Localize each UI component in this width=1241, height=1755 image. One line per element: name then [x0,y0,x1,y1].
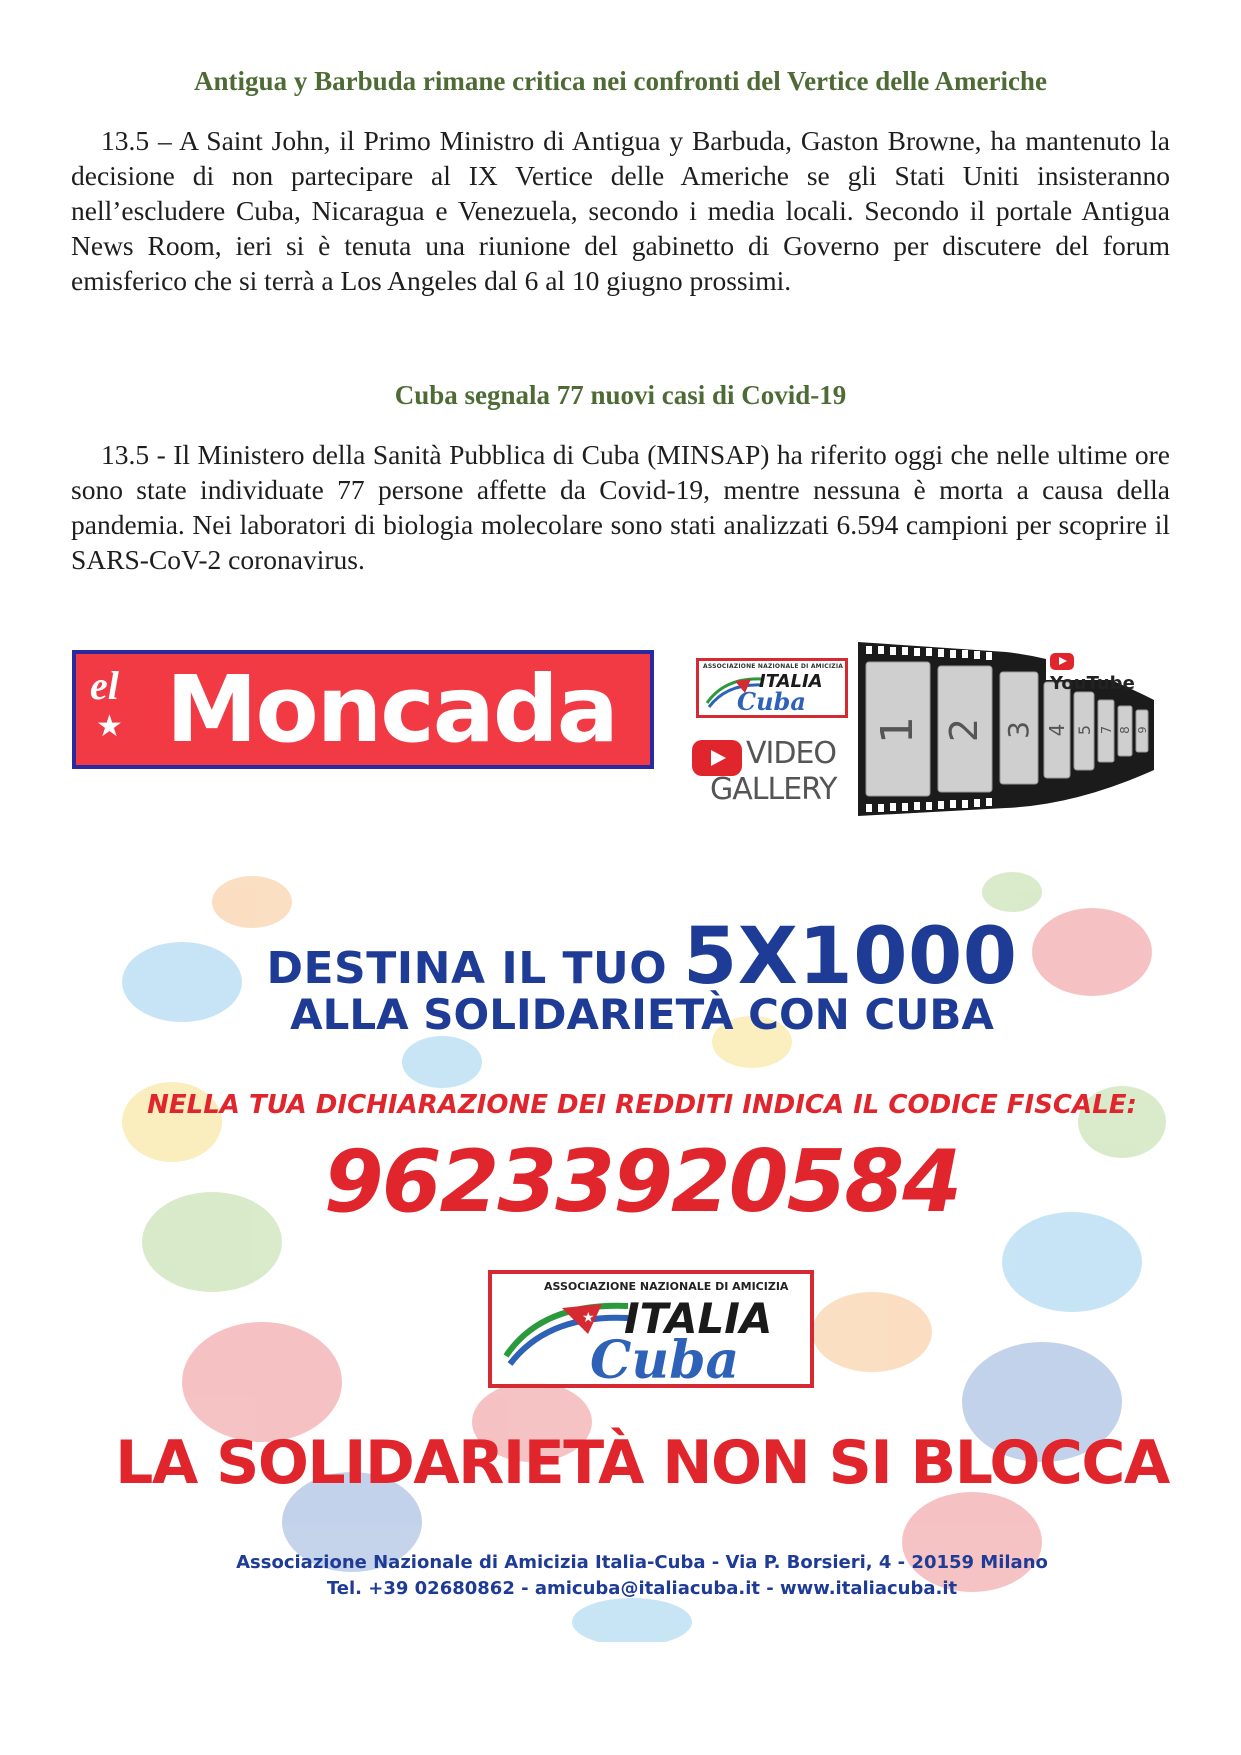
poster-logo-assoc-text: ASSOCIAZIONE NAZIONALE DI AMICIZIA [544,1280,789,1293]
article-1-body: 13.5 – A Saint John, il Primo Ministro di Antigua y Barbuda, Gaston Browne, ha mantenuto la decisione di non partecipare al IX Vertice delle Americhe se gli Stati Uniti insisteranno nell’escludere Cuba, Nicaragua e Venezuela, secondo i media locali. Secondo il portale Antigua News Room, ieri si è tenuta una riunione del gabinetto di Governo per discutere del forum emisferico che si terrà a Los Angeles dal 6 al 10 giugno prossimi. [71,125,1170,296]
moncada-el-text: el [90,663,119,708]
poster-instruction: NELLA TUA DICHIARAZIONE DEI REDDITI INDICA IL CODICE FISCALE: [147,1090,1137,1120]
logo-assoc-text: ASSOCIAZIONE NAZIONALE DI AMICIZIA [703,663,844,670]
fiscal-code: 96233920584 [323,1132,961,1232]
film-number-3: 3 [1002,721,1035,739]
youtube-label: YouTube [1050,673,1135,694]
poster-headline-prefix: DESTINA IL TUO [266,943,684,994]
film-number-2: 2 [942,717,986,743]
logo-cuba-text: Cuba [737,687,806,716]
svg-text:★: ★ [582,1310,595,1326]
article-2-body: 13.5 - Il Ministero della Sanità Pubblica di Cuba (MINSAP) ha riferito oggi che nelle ultime ore sono state individuate 77 persone affette da Covid-19, mentre nessuna è morta a causa della pandemia. Nei laboratori di biologia molecolare sono stati analizzati 6.594 campioni per scoprire il SARS-CoV-2 coronavirus. [71,439,1170,575]
poster-logo-italia-text: ITALIA [624,1294,773,1343]
article-1-title: Antigua y Barbuda rimane critica nei confronti del Vertice delle Americhe [194,66,1047,96]
film-number-1: 1 [872,716,923,744]
moncada-name: Moncada [166,656,617,763]
film-number-7: 7 [1100,725,1115,735]
youtube-logo-icon [1050,653,1074,670]
poster-logo-cuba-text: Cuba [590,1330,740,1391]
film-number-4: 4 [1045,723,1069,737]
el-moncada-banner[interactable] [72,650,654,769]
poster-5x1000: 5X1000 [683,912,1018,1002]
star-icon: ★ [96,709,123,744]
youtube-badge[interactable] [1050,652,1158,694]
youtube-play-icon[interactable] [692,740,742,776]
5x1000-poster[interactable] [112,862,1172,1642]
gallery-label: GALLERY [710,772,837,807]
film-number-5: 5 [1075,724,1094,736]
poster-address: Associazione Nazionale di Amicizia Italia-Cuba - Via P. Borsieri, 4 - 20159 Milano [236,1552,1048,1573]
italia-cuba-logo [488,1270,814,1391]
italia-cuba-logo-small [696,658,848,718]
poster-headline [112,912,1172,1002]
poster-slogan: LA SOLIDARIETÀ NON SI BLOCCA [115,1428,1169,1498]
poster-subheadline: ALLA SOLIDARIETÀ CON CUBA [290,990,994,1039]
poster-contact[interactable]: Tel. +39 02680862 - amicuba@italiacuba.it - www.italiacuba.it [326,1578,958,1599]
logo-italia-text: ITALIA [759,671,823,692]
film-number-8: 8 [1118,726,1132,734]
article-2-title: Cuba segnala 77 nuovi casi di Covid-19 [394,380,847,410]
film-number-9: 9 [1136,726,1149,734]
video-gallery-banner[interactable] [688,640,1158,818]
video-label: VIDEO [746,736,837,771]
